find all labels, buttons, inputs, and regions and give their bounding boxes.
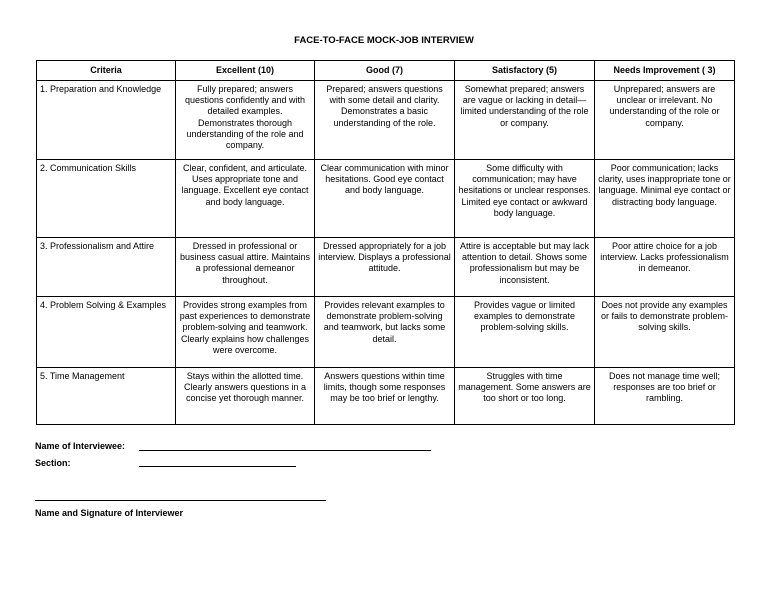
- criteria-cell: 4. Problem Solving & Examples: [37, 297, 176, 368]
- rubric-cell: Does not manage time well; responses are too brief or rambling.: [595, 368, 735, 425]
- header-good: Good (7): [315, 61, 455, 81]
- rubric-cell: Poor communication; lacks clarity, uses inappropriate tone or language. Minimal eye contact or distracting body language.: [595, 160, 735, 238]
- rubric-cell: Clear, confident, and articulate. Uses appropriate tone and language. Excellent eye contact and body language.: [176, 160, 315, 238]
- criteria-cell: 3. Professionalism and Attire: [37, 238, 176, 297]
- table-row: [37, 160, 735, 238]
- rubric-cell: Clear communication with minor hesitations. Good eye contact and body language.: [315, 160, 455, 238]
- interviewer-signature-line[interactable]: [35, 500, 326, 501]
- rubric-cell: Provides strong examples from past experiences to demonstrate problem-solving and teamwork. Clearly explains how challenges were overcome.: [176, 297, 315, 368]
- criteria-cell: 5. Time Management: [37, 368, 176, 425]
- table-row: [37, 81, 735, 160]
- header-satisfactory: Satisfactory (5): [455, 61, 595, 81]
- rubric-cell: Does not provide any examples or fails to demonstrate problem-solving skills.: [595, 297, 735, 368]
- table-row: [37, 368, 735, 425]
- rubric-cell: Fully prepared; answers questions confidently and with detailed examples. Demonstrates thorough understanding of the role and company.: [176, 81, 315, 160]
- interviewee-name-line[interactable]: [139, 450, 431, 451]
- section-label: Section:: [35, 458, 71, 468]
- rubric-cell: Unprepared; answers are unclear or irrelevant. No understanding of the role or company.: [595, 81, 735, 160]
- rubric-cell: Somewhat prepared; answers are vague or lacking in detail—limited understanding of the role or company.: [455, 81, 595, 160]
- rubric-cell: Attire is acceptable but may lack attention to detail. Shows some professionalism but may be inconsistent.: [455, 238, 595, 297]
- criteria-cell: 2. Communication Skills: [37, 160, 176, 238]
- rubric-cell: Dressed appropriately for a job interview. Displays a professional attitude.: [315, 238, 455, 297]
- rubric-cell: Some difficulty with communication; may have hesitations or unclear responses. Limited eye contact or awkward body language.: [455, 160, 595, 238]
- page-title: FACE-TO-FACE MOCK-JOB INTERVIEW: [294, 35, 474, 46]
- rubric-cell: Provides relevant examples to demonstrate problem-solving and teamwork, but lacks some detail.: [315, 297, 455, 368]
- rubric-cell: Provides vague or limited examples to demonstrate problem-solving skills.: [455, 297, 595, 368]
- rubric-cell: Prepared; answers questions with some detail and clarity. Demonstrates a basic understanding of the role.: [315, 81, 455, 160]
- rubric-table: [36, 60, 735, 425]
- criteria-cell: 1. Preparation and Knowledge: [37, 81, 176, 160]
- section-line[interactable]: [139, 466, 296, 467]
- rubric-cell: Answers questions within time limits, though some responses may be too brief or lengthy.: [315, 368, 455, 425]
- rubric-cell: Poor attire choice for a job interview. Lacks professionalism in demeanor.: [595, 238, 735, 297]
- rubric-cell: Stays within the allotted time. Clearly answers questions in a concise yet thorough manner.: [176, 368, 315, 425]
- interviewee-label: Name of Interviewee:: [35, 441, 126, 451]
- header-needs-improvement: Needs Improvement ( 3): [595, 61, 735, 81]
- rubric-cell: Struggles with time management. Some answers are too short or too long.: [455, 368, 595, 425]
- header-criteria: Criteria: [37, 61, 176, 81]
- rubric-cell: Dressed in professional or business casual attire. Maintains a professional demeanor throughout.: [176, 238, 315, 297]
- table-header-row: [37, 61, 735, 81]
- table-row: [37, 238, 735, 297]
- header-excellent: Excellent (10): [176, 61, 315, 81]
- table-row: [37, 297, 735, 368]
- signature-label: Name and Signature of Interviewer: [35, 508, 184, 518]
